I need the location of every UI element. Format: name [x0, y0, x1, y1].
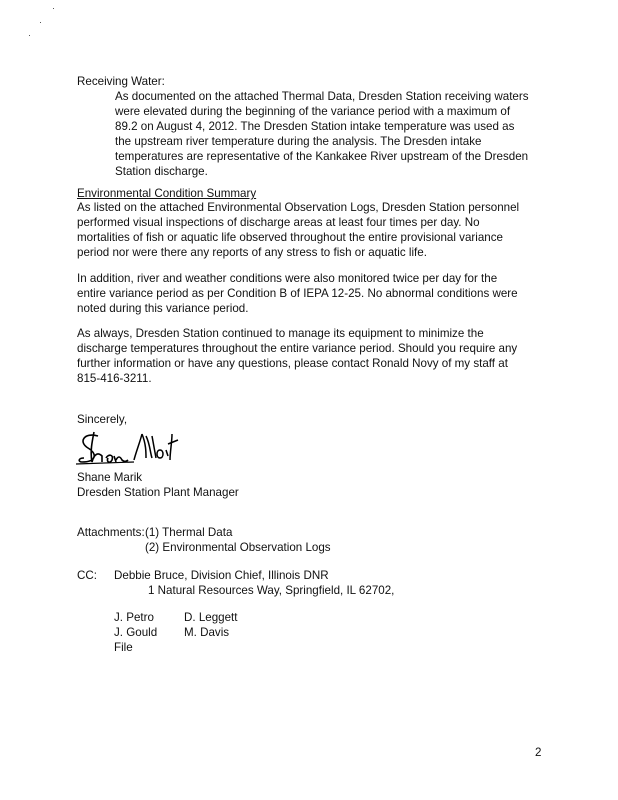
receiving-water-heading: Receiving Water: [77, 75, 165, 88]
paragraph-line: were elevated during the beginning of the variance period with a maximum of [115, 105, 511, 118]
attachment-item: (1) Thermal Data [145, 526, 233, 539]
paragraph-line: entire variance period as per Condition B of IEPA 12-25. No abnormal conditions were [77, 287, 518, 300]
signer-name: Shane Marik [77, 471, 143, 484]
cc-name: J. Gould [114, 626, 158, 639]
paragraph-line: discharge temperatures throughout the entire variance period. Should you require any [77, 342, 518, 355]
signature [76, 428, 196, 470]
scan-speck [40, 22, 41, 23]
attachments-label: Attachments: [77, 526, 145, 539]
paragraph-line: In addition, river and weather conditions were also monitored twice per day for the [77, 272, 498, 285]
cc-recipient: Debbie Bruce, Division Chief, Illinois DNR [114, 569, 329, 582]
cc-name: J. Petro [114, 611, 154, 624]
cc-address: 1 Natural Resources Way, Springfield, IL 62702, [148, 584, 395, 597]
salutation: Sincerely, [77, 413, 128, 426]
paragraph-line: 89.2 on August 4, 2012. The Dresden Station intake temperature was used as [115, 120, 515, 133]
cc-label: CC: [77, 569, 97, 582]
paragraph-line: the upstream river temperature during the analysis. The Dresden intake [115, 135, 482, 148]
signer-title: Dresden Station Plant Manager [77, 486, 239, 499]
cc-name: File [114, 641, 133, 654]
paragraph-line: temperatures are representative of the Kankakee River upstream of the Dresden [115, 150, 529, 163]
page-number: 2 [535, 746, 542, 759]
scan-speck [29, 35, 30, 36]
paragraph-line: noted during this variance period. [77, 302, 249, 315]
paragraph-line: As always, Dresden Station continued to manage its equipment to minimize the [77, 327, 484, 340]
scan-speck [53, 8, 54, 9]
attachment-item: (2) Environmental Observation Logs [145, 541, 331, 554]
paragraph-line: Station discharge. [115, 165, 208, 178]
paragraph-line: As listed on the attached Environmental Observation Logs, Dresden Station personnel [77, 201, 520, 214]
paragraph-line: performed visual inspections of discharge areas at least four times per day. No [77, 216, 480, 229]
paragraph-line: As documented on the attached Thermal Data, Dresden Station receiving waters [115, 90, 529, 103]
cc-name: M. Davis [184, 626, 230, 639]
environmental-summary-heading: Environmental Condition Summary [77, 187, 257, 200]
paragraph-line: 815-416-3211. [77, 372, 152, 385]
cc-name: D. Leggett [184, 611, 238, 624]
paragraph-line: mortalities of fish or aquatic life observed throughout the entire provisional variance [77, 231, 503, 244]
paragraph-line: further information or have any questions, please contact Ronald Novy of my staff at [77, 357, 508, 370]
paragraph-line: period nor were there any reports of any stress to fish or aquatic life. [77, 246, 427, 259]
